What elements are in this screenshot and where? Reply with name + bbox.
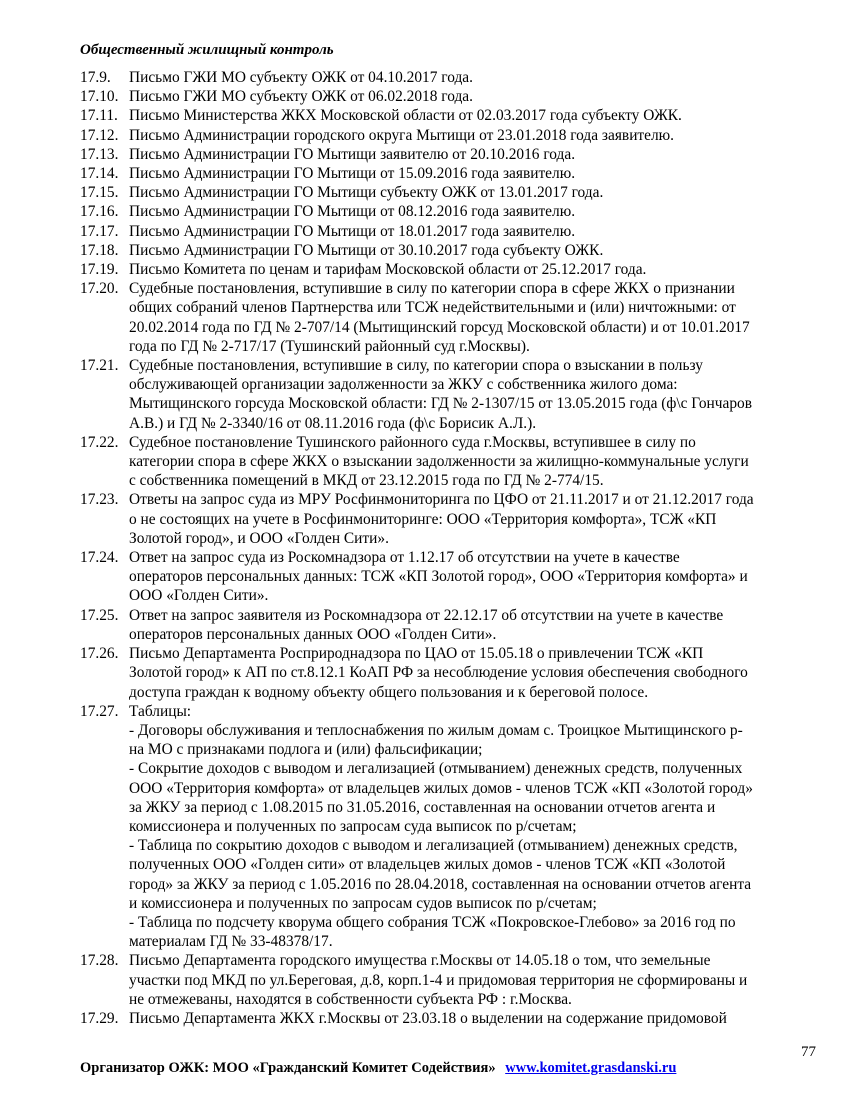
item-text-line: операторов персональных данных ООО «Голден Сити». <box>129 625 497 643</box>
item-text-line: Письмо Администрации городского округа Мытищи от 23.01.2018 года заявителю. <box>129 126 675 144</box>
item-text-line: с собственника помещений в МКД от 23.12.2015 года по ГД № 2-774/15. <box>129 472 604 490</box>
item-number: 17.19. <box>80 261 119 279</box>
item-number: 17.13. <box>80 145 119 163</box>
item-number: 17.22. <box>80 433 119 451</box>
item-text-line: ООО «Голден Сити». <box>129 587 269 605</box>
list-item <box>80 164 820 183</box>
item-text-line: - Сокрытие доходов с выводом и легализацией (отмыванием) денежных средств, полученных <box>129 760 743 778</box>
item-text-line: за ЖКУ за период с 1.08.2015 по 31.05.2016, составленная на основании отчетов агента и <box>129 798 716 816</box>
item-text-line: Судебные постановления, вступившие в силу, по категории спора о взыскании в пользу <box>129 357 703 375</box>
item-text <box>129 490 820 548</box>
item-text <box>129 202 820 221</box>
item-text <box>129 145 820 164</box>
list-item <box>80 145 820 164</box>
item-number: 17.26. <box>80 645 119 663</box>
item-text-line: на МО с признаками подлога и (или) фальсификации; <box>129 741 483 759</box>
item-number: 17.27. <box>80 702 119 720</box>
item-text <box>129 548 820 606</box>
item-text <box>129 68 820 87</box>
footer-website-link[interactable]: www.komitet.grasdanski.ru <box>505 1060 677 1076</box>
footer-organizer-text: Организатор ОЖК: МОО «Гражданский Комитет Содействия» <box>80 1060 496 1076</box>
item-text-line: Письмо Департамента Росприроднадзора по ЦАО от 15.05.18 о привлечении ТСЖ «КП <box>129 645 704 663</box>
item-text-line: общих собраний членов Партнерства или ТСЖ недействительными и (или) ничтожными: от <box>129 299 736 317</box>
item-text <box>129 1009 820 1028</box>
list-item <box>80 202 820 221</box>
item-text-line: Письмо ГЖИ МО субъекту ОЖК от 04.10.2017 года. <box>129 69 473 86</box>
list-item <box>80 490 820 548</box>
list-item <box>80 222 820 241</box>
item-text-line: Золотой город» к АП по ст.8.12.1 КоАП РФ за несоблюдение условия обеспечения свободного <box>129 664 748 682</box>
item-text-line: Золотой город», и ООО «Голден Сити». <box>129 529 389 547</box>
list-item <box>80 183 820 202</box>
list-item <box>80 644 820 702</box>
item-text-line: доступа граждан к водному объекту общего пользования и к береговой полосе. <box>129 683 649 701</box>
item-text-line: Письмо Администрации ГО Мытищи субъекту ОЖК от 13.01.2017 года. <box>129 184 604 202</box>
item-text-line: - Таблица по подсчету кворума общего собрания ТСЖ «Покровское-Глебово» за 2016 год по <box>129 913 736 931</box>
item-text-line: участки под МКД по ул.Береговая, д.8, корп.1-4 и придомовая территория не сформированы и <box>129 971 748 989</box>
item-text <box>129 433 820 491</box>
item-text-line: Письмо Администрации ГО Мытищи от 30.10.2017 года субъекту ОЖК. <box>129 241 604 259</box>
item-text <box>129 279 820 356</box>
item-text-line: материалам ГД № 33-48378/17. <box>129 933 333 951</box>
item-text-line: обслуживающей организации задолженности за ЖКУ с собственника жилого дома: <box>129 376 678 394</box>
item-text <box>129 126 820 145</box>
item-text-line: Ответ на запрос суда из Роскомнадзора от 1.12.17 об отсутствии на учете в качестве <box>129 549 680 567</box>
item-text-line: категории спора в сфере ЖКХ о взыскании задолженности за жилищно-коммунальные услуги <box>129 453 749 471</box>
item-number: 17.10. <box>80 88 119 106</box>
item-text-line: Письмо Администрации ГО Мытищи от 15.09.2016 года заявителю. <box>129 165 576 183</box>
item-number: 17.25. <box>80 606 119 624</box>
list-item <box>80 702 820 952</box>
item-text <box>129 164 820 183</box>
item-text <box>129 241 820 260</box>
item-text-line: и комиссионера и полученных по запросам судов выписок по р/счетам; <box>129 894 597 912</box>
item-text <box>129 606 820 644</box>
item-number: 17.29. <box>80 1009 119 1027</box>
item-text-line: полученных ООО «Голден сити» от владельцев жилых домов - членов ТСЖ «КП «Золотой <box>129 856 726 874</box>
list-item <box>80 126 820 145</box>
item-text-line: Судебные постановления, вступившие в силу по категории спора в сфере ЖКХ о признании <box>129 280 735 298</box>
list-item <box>80 241 820 260</box>
item-text-line: Письмо Администрации ГО Мытищи от 18.01.2017 года заявителю. <box>129 222 576 240</box>
item-text-line: - Таблица по сокрытию доходов с выводом и легализацией (отмыванием) денежных средств, <box>129 837 738 855</box>
item-number: 17.23. <box>80 491 119 509</box>
item-text-line: 20.02.2014 года по ГД № 2-707/14 (Мытищинский горсуд Московской области) и от 10.01.2017 <box>129 318 750 336</box>
list-item <box>80 356 820 433</box>
item-text-line: Письмо Комитета по ценам и тарифам Московской области от 25.12.2017 года. <box>129 261 647 279</box>
item-text-line: операторов персональных данных: ТСЖ «КП Золотой город», ООО «Территория комфорта» и <box>129 568 748 586</box>
item-text <box>129 951 820 1009</box>
list-item <box>80 87 820 106</box>
item-text-line: Таблицы: <box>129 702 192 720</box>
page-number: 77 <box>801 1044 816 1060</box>
item-text <box>129 87 820 106</box>
item-text-line: Судебное постановление Тушинского районного суда г.Москвы, вступившее в силу по <box>129 433 696 451</box>
list-item <box>80 1009 820 1028</box>
item-number: 17.28. <box>80 952 119 970</box>
item-number: 17.20. <box>80 280 119 298</box>
item-number: 17.21. <box>80 357 119 375</box>
page-header: Общественный жилищный контроль <box>80 42 334 58</box>
list-item <box>80 106 820 125</box>
list-item <box>80 951 820 1009</box>
item-number: 17.16. <box>80 203 119 221</box>
item-text-line: Письмо Департамента городского имущества г.Москвы от 14.05.18 о том, что земельные <box>129 952 711 970</box>
item-text-line: Письмо Администрации ГО Мытищи от 08.12.2016 года заявителю. <box>129 203 576 221</box>
list-item <box>80 279 820 356</box>
item-text <box>129 222 820 241</box>
item-text-line: А.В.) и ГД № 2-3340/16 от 08.11.2016 года (ф\с Борисик А.Л.). <box>129 414 537 432</box>
list-item <box>80 606 820 644</box>
item-text-line: о не состоящих на учете в Росфинмониторинге: ООО «Территория комфорта», ТСЖ «КП <box>129 510 717 528</box>
item-text-line: город» за ЖКУ за период с 1.05.2016 по 28.04.2018, составленная на основании отчетов агента <box>129 875 752 893</box>
item-number: 17.9. <box>80 69 111 86</box>
item-number: 17.17. <box>80 222 119 240</box>
item-text-line: Письмо Департамента ЖКХ г.Москвы от 23.03.18 о выделении на содержание придомовой <box>129 1009 727 1027</box>
item-number: 17.15. <box>80 184 119 202</box>
item-text-line: Письмо Администрации ГО Мытищи заявителю от 20.10.2016 года. <box>129 145 576 163</box>
item-number: 17.18. <box>80 241 119 259</box>
item-text-line: не отмежеваны, находятся в собственности субъекта РФ : г.Москва. <box>129 990 572 1008</box>
list-item <box>80 68 820 87</box>
list-item <box>80 260 820 279</box>
item-number: 17.12. <box>80 126 119 144</box>
item-text <box>129 644 820 702</box>
item-text-line: - Договоры обслуживания и теплоснабжения по жилым домам с. Троицкое Мытищинского р- <box>129 721 743 739</box>
item-number: 17.24. <box>80 549 119 567</box>
item-text-line: ООО «Территория комфорта» от владельцев жилых домов - членов ТСЖ «КП «Золотой город» <box>129 779 753 797</box>
item-text-line: Письмо ГЖИ МО субъекту ОЖК от 06.02.2018 года. <box>129 88 473 106</box>
item-text-line: Письмо Министерства ЖКХ Московской области от 02.03.2017 года субъекту ОЖК. <box>129 107 682 125</box>
item-text <box>129 356 820 433</box>
item-text-line: комиссионера и полученных по запросам суда выписок по р/счетам; <box>129 817 577 835</box>
item-text-line: Мытищинского горсуда Московской области: ГД № 2-1307/15 от 13.05.2015 года (ф\с Гончаров <box>129 395 752 413</box>
item-text-line: Ответ на запрос заявителя из Роскомнадзора от 22.12.17 об отсутствии на учете в качестве <box>129 606 724 624</box>
document-list <box>80 68 820 1028</box>
item-text <box>129 260 820 279</box>
item-text-line: года по ГД № 2-717/17 (Тушинский районный суд г.Москвы). <box>129 337 530 355</box>
list-item <box>80 548 820 606</box>
item-text <box>129 702 820 952</box>
page-footer <box>80 1060 676 1077</box>
item-text <box>129 183 820 202</box>
list-item <box>80 433 820 491</box>
item-number: 17.14. <box>80 165 119 183</box>
item-text <box>129 106 820 125</box>
item-number: 17.11. <box>80 107 118 125</box>
item-text-line: Ответы на запрос суда из МРУ Росфинмониторинга по ЦФО от 21.11.2017 и от 21.12.2017 года <box>129 491 754 509</box>
